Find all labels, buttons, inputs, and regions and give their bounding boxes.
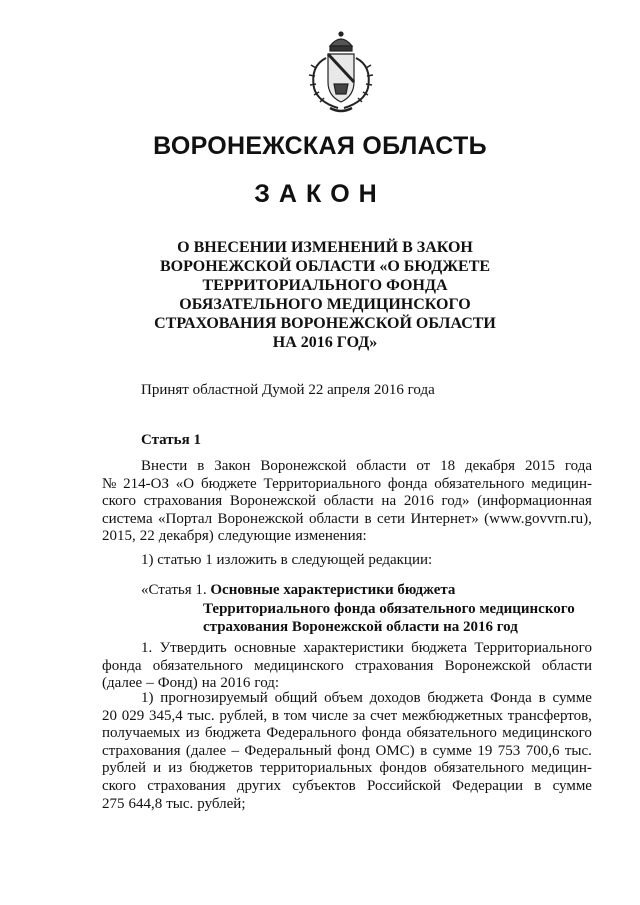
word: Интернет» [410,510,479,527]
paragraph-line [102,458,592,476]
word: Воронежской [217,510,304,527]
word: 1. [141,640,153,656]
approve-paragraph [102,640,592,693]
word: территориальных [259,760,373,777]
paragraph-line [102,493,592,511]
word: Внести [141,458,188,474]
word: бюджета [204,725,261,742]
word: рублей, [219,707,268,724]
word: в [197,458,205,474]
word: объем [324,690,363,706]
word: Закон [214,458,251,474]
word: субъектов [292,777,356,794]
paragraph-line [102,690,592,708]
word: система [102,510,153,527]
word: доходов [369,690,421,706]
law-title-line: СТРАХОВАНИЯ ВОРОНЕЖСКОЙ ОБЛАСТИ [154,315,496,332]
word: трансфертов, [507,707,592,724]
word: обязательного [433,760,525,777]
word: области [356,458,407,474]
word: в [364,510,372,527]
word: сумме [552,690,592,706]
word: от [416,458,431,474]
law-title-line: О ВНЕСЕНИИ ИЗМЕНЕНИЙ В ЗАКОН [177,239,473,256]
word: 2016 [220,675,251,692]
quoted-article-prefix: «Статья 1. [141,582,207,598]
word: из [168,760,183,777]
word: области [323,493,374,510]
word: обязательного [406,725,497,742]
word: и [153,760,162,777]
word: 644,8 [128,795,163,812]
word: «Портал [158,510,213,527]
paragraph-line [102,743,592,761]
word: 2015, [102,528,136,545]
amendment-paragraph [102,458,592,546]
word: страхования [143,493,223,510]
word: медицинского [502,725,592,742]
word: 753 [497,742,521,759]
adoption-note: Принят областной Думой 22 апреля 2016 года [141,382,435,398]
word: – [146,675,154,692]
word: медицин- [531,475,592,492]
word: ОМС) [375,742,415,759]
word: из [185,725,200,742]
word: прогнозируемый [160,690,268,706]
word: 345,4 [149,707,183,724]
paragraph-line [102,725,592,743]
word: № [102,475,117,492]
word: других [236,777,282,794]
word: бюджетов [189,760,253,777]
word: Воронежской [260,458,347,474]
word: страхования [147,777,226,794]
paragraph-line [102,760,592,778]
word: 029 [121,707,145,724]
word: Воронежской [229,493,316,510]
word: на [201,675,217,692]
word: 2016 [403,493,434,510]
word: Территориального [263,475,382,492]
quoted-article-title-line: Территориального фонда обязательного медицинского [203,600,575,617]
word: следующие [217,528,291,545]
word: Российской [366,777,441,794]
word: год: [254,675,280,692]
word: в [534,777,542,794]
word: Фонда [490,690,532,706]
word: Воронежской [444,657,531,674]
word: страхования [354,657,434,674]
revenue-paragraph [102,690,592,813]
word: Утвердить [159,640,227,656]
word: – [231,742,240,759]
item-1-instruction: 1) статью 1 изложить в следующей редакции: [141,552,433,568]
quoted-article-title-line: Основные характеристики бюджета [210,582,456,598]
word: фонда [102,657,142,674]
word: в [271,707,280,724]
quoted-article-heading [141,581,575,635]
word: сумме [552,777,592,794]
word: 2015 [524,458,555,474]
word: области [541,657,592,674]
word: Федерации [452,777,523,794]
word: на [381,493,397,510]
word: бюджете [200,475,257,492]
word: счет [370,707,398,724]
paragraph-line [102,708,592,726]
word: (далее [185,742,227,759]
word: Федерального [266,725,357,742]
word: рублей; [197,795,246,812]
region-name: ВОРОНЕЖСКАЯ ОБЛАСТЬ [153,132,487,160]
word: за [352,707,366,724]
word: том [283,707,307,724]
word: медицин- [531,760,592,777]
document-type: ЗАКОН [254,180,386,208]
law-title-line: НА 2016 ГОД» [272,334,378,351]
word: ского [102,493,136,510]
word: 275 [102,795,125,812]
word: в [538,690,546,706]
word: изменения: [294,528,367,545]
word: медицинского [254,657,344,674]
word: «О [175,475,195,492]
word: фондов [379,760,427,777]
word: 700,6 [525,742,560,759]
word: рублей [102,760,147,777]
word: общий [274,690,318,706]
word: тыс. [564,742,592,759]
word: обязательного [434,475,525,492]
paragraph-line [102,511,592,529]
word: 214-ОЗ [123,475,169,492]
word: 18 [440,458,456,474]
law-title-line: ОБЯЗАТЕЛЬНОГО МЕДИЦИНСКОГО [179,296,471,313]
word: 19 [477,742,493,759]
word: области [308,510,360,527]
paragraph-line [102,476,592,494]
word: 1) [141,690,154,706]
law-title-line: ТЕРРИТОРИАЛЬНОГО ФОНДА [202,277,448,294]
word: тыс. [166,795,194,812]
word: бюджета [411,640,468,656]
word: фонда [361,725,402,742]
word: (www.govvrn.ru), [484,510,592,527]
law-title-line: ВОРОНЕЖСКОЙ ОБЛАСТИ «О БЮДЖЕТЕ [159,258,491,275]
word: декабря [465,458,516,474]
word: тыс. [187,707,215,724]
word: в [420,742,428,759]
paragraph-line [102,658,592,676]
word: характеристики [303,640,404,656]
word: фонда [387,475,428,492]
word: межбюджетных [402,707,504,724]
word: получаемых [102,725,181,742]
voronezh-coat-of-arms-icon [300,28,382,116]
word: фонд [337,742,371,759]
word: обязательного [152,657,243,674]
word: декабря) [158,528,214,545]
word: основные [234,640,296,656]
word: числе [311,707,348,724]
paragraph-line [102,640,592,658]
word: 22 [139,528,155,545]
word: ского [102,777,136,794]
quoted-article-title-line: страхования Воронежской области на 2016 год [203,619,518,635]
word: сети [376,510,406,527]
word: (информационная [477,493,592,510]
word: Территориального [474,640,592,656]
paragraph-line [102,778,592,796]
word: Федеральный [244,742,332,759]
word: Фонд) [157,675,198,692]
word: сумме [432,742,472,759]
paragraph-line [102,796,592,814]
paragraph-line [102,528,592,546]
law-title [140,238,510,352]
word: 20 [102,707,117,724]
word: страхования [102,742,181,759]
word: год» [441,493,470,510]
word: бюджета [427,690,484,706]
word: года [564,458,592,474]
article-heading: Статья 1 [141,432,201,448]
word: (далее [102,675,143,692]
